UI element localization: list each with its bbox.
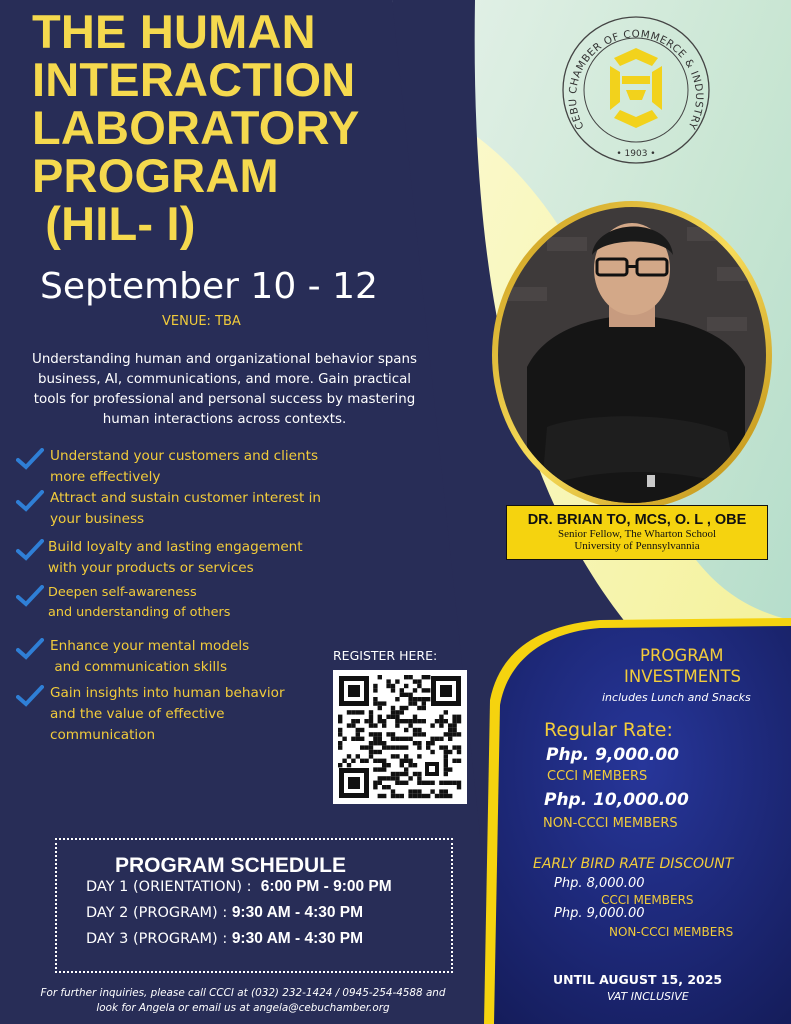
investments-title-2: INVESTMENTS [624,667,742,686]
benefit-text: Gain insights into human behavior [50,685,285,701]
benefit-text: your business [50,511,145,527]
schedule-day: DAY 2 (PROGRAM) : [86,905,232,921]
seal-text: CEBU CHAMBER OF COMMERCE & INDUSTRY [566,28,706,132]
schedule-time: 6:00 PM - 9:00 PM [260,878,392,895]
inquiry-footer [8,986,478,1016]
benefit-text: and the value of effective [50,706,225,722]
benefit-text: more effectively [50,469,161,485]
regular-nonmember-label: NON-CCCI MEMBERS [543,816,678,831]
benefit-text: and communication skills [50,659,228,675]
early-member-label: CCCI MEMBERS [601,893,694,907]
check-icon [16,638,44,660]
schedule-row [86,878,392,896]
early-bird-label: EARLY BIRD RATE DISCOUNT [533,856,734,872]
intro-paragraph: Understanding human and organizational behavior spans business, AI, communications, and more. Gain practical tools for professional and personal success by mastering human interactions across contexts. [32,352,417,427]
regular-member-price: Php. 9,000.00 [546,745,679,765]
investments-note: includes Lunch and Snacks [602,691,751,704]
registration-qr-code[interactable] [333,670,467,804]
venue: VENUE: TBA [162,314,241,329]
cebu-chamber-seal [556,10,716,170]
schedule-day: DAY 3 (PROGRAM) : [86,931,232,947]
chamber-logo-icon [610,48,662,128]
speaker-name-plate [506,505,768,560]
seal-year: • 1903 • [616,149,656,159]
title-line: PROGRAM [32,149,279,202]
benefit-text: with your products or services [48,560,254,576]
footer-line: look for Angela or email us at angela@cebuchamber.org [96,1002,390,1014]
schedule-row [86,904,363,922]
early-nonmember-price: Php. 9,000.00 [554,906,645,921]
schedule-title: PROGRAM SCHEDULE [115,854,347,877]
benefit-text: Understand your customers and clients [50,448,319,464]
benefit-text: Build loyalty and lasting engagement [48,539,303,555]
speaker-org: University of Pennsylvannia [574,540,700,552]
schedule-time: 9:30 AM - 4:30 PM [231,930,364,947]
speaker-photo [487,197,777,517]
benefit-text: Attract and sustain customer interest in [50,490,322,506]
benefit-text: and understanding of others [48,605,231,620]
footer-line: For further inquiries, please call CCCI at (032) 232-1424 / 0945-254-4588 and [40,987,446,999]
early-member-price: Php. 8,000.00 [554,876,645,891]
benefit-text: communication [50,727,156,743]
title-line: THE HUMAN [32,5,316,58]
check-icon [16,685,44,707]
program-dates: September 10 - 12 [40,266,378,307]
vat-note: VAT INCLUSIVE [607,990,689,1003]
check-icon [16,448,44,470]
investments-title-1: PROGRAM [640,646,724,665]
regular-nonmember-price: Php. 10,000.00 [544,790,689,810]
check-icon [16,490,44,512]
check-icon [16,585,44,607]
benefit-text: Deepen self-awareness [48,585,197,600]
title-line: (HIL- I) [32,197,196,250]
title-line: LABORATORY [32,101,360,154]
speaker-name: DR. BRIAN TO, MCS, O. L , OBE [527,512,747,528]
regular-rate-label: Regular Rate: [544,719,673,741]
program-title [32,5,360,250]
early-bird-deadline: UNTIL AUGUST 15, 2025 [553,972,723,987]
title-line: INTERACTION [32,53,356,106]
register-label: REGISTER HERE: [333,648,438,663]
benefit-text: Enhance your mental models [50,638,250,654]
schedule-row [86,930,363,948]
check-icon [16,539,44,561]
schedule-time: 9:30 AM - 4:30 PM [231,904,364,921]
early-nonmember-label: NON-CCCI MEMBERS [609,925,734,939]
schedule-day: DAY 1 (ORIENTATION) : [86,879,261,895]
regular-member-label: CCCI MEMBERS [547,769,648,784]
speaker-role: Senior Fellow, The Wharton School [557,528,717,540]
